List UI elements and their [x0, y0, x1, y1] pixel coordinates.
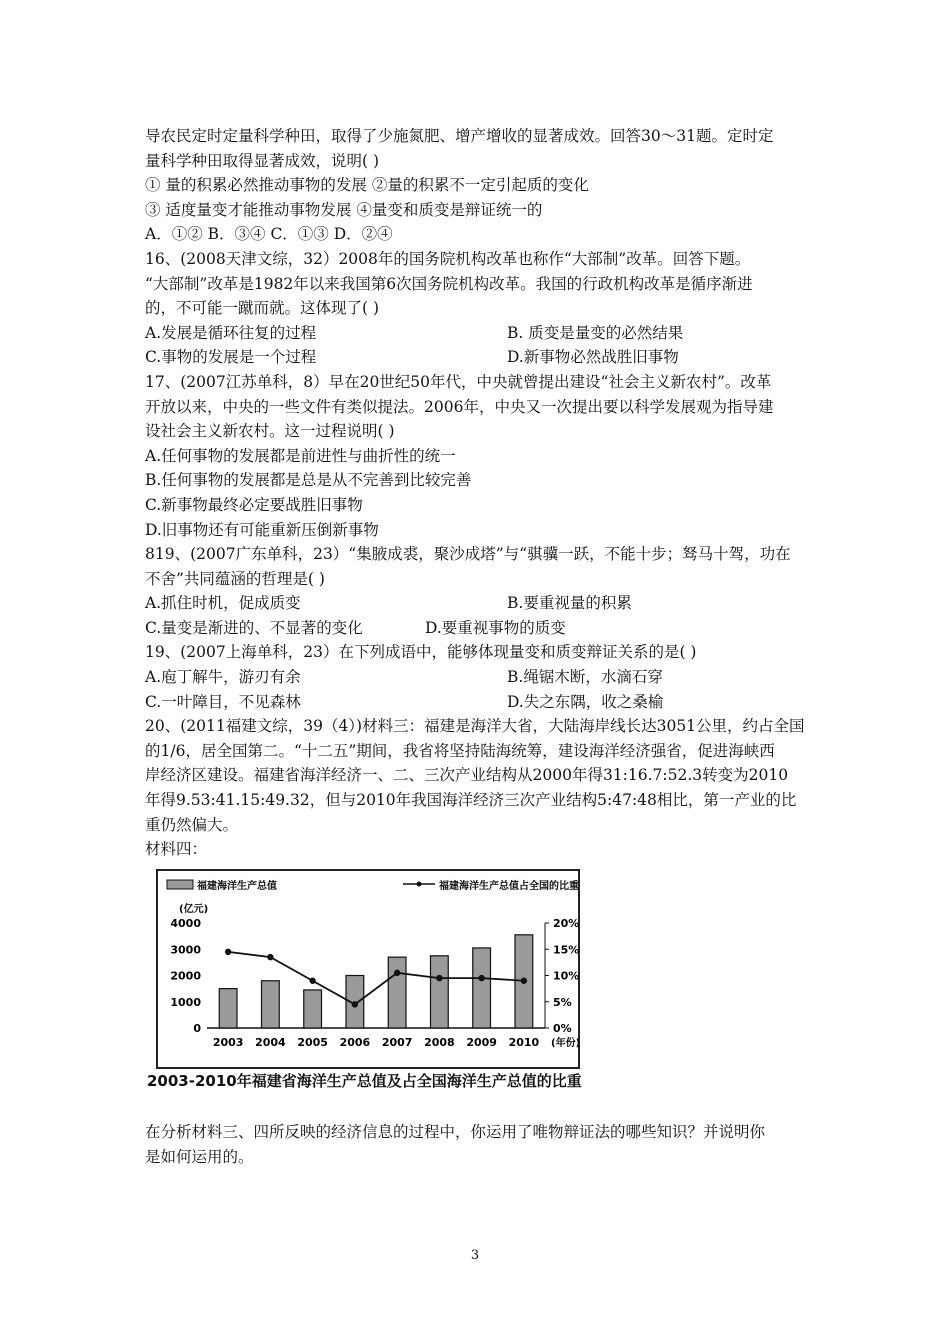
x-tick-label: 2006	[339, 1036, 371, 1049]
text-line: 不舍”共同蕴涵的哲理是( )	[145, 569, 325, 588]
bar	[262, 981, 280, 1028]
share-point	[478, 975, 484, 981]
y-tick-label: 0	[193, 1022, 201, 1035]
x-tick-label: 2005	[297, 1036, 328, 1049]
legend-line-marker	[417, 882, 422, 887]
option-row	[145, 345, 810, 370]
text-line: C.新事物最终必定要战胜旧事物	[145, 495, 363, 514]
y2-tick-label: 0%	[553, 1022, 572, 1035]
share-point	[225, 949, 231, 955]
text-line: 岸经济区建设。福建省海洋经济一、二、三次产业结构从2000年得31:16.7:52.3转变为2010	[145, 766, 789, 785]
text-line: 重仍然偏大。	[145, 815, 239, 834]
text-line: 819、(2007广东单科，23）“集腋成裘，聚沙成塔”与“骐骥一跃，不能十步；驽马十驾，功在	[145, 545, 791, 564]
text-line: 设社会主义新农村。这一过程说明( )	[145, 422, 395, 441]
text-line: ③ 适度量变才能推动事物发展 ④量变和质变是辩证统一的	[145, 200, 543, 219]
share-point	[352, 1001, 358, 1007]
question-text	[145, 124, 810, 862]
legend-bar-swatch	[167, 880, 193, 889]
legend-line-label: 福建海洋生产总值占全国的比重	[439, 881, 579, 892]
text-line: 开放以来，中央的一些文件有类似提法。2006年，中央又一次提出要以科学发展观为指导建	[145, 397, 774, 416]
x-tick-label: 2003	[212, 1036, 244, 1049]
y2-tick-label: 10%	[553, 969, 580, 983]
text-line: 量科学种田取得显著成效，说明( )	[145, 151, 380, 170]
bar	[304, 990, 322, 1028]
text-line: A．①② B．③④ C．①③ D．②④	[145, 225, 393, 244]
x-tick-label: 2004	[255, 1036, 286, 1049]
text-line: 的，不可能一蹴而就。这体现了( )	[145, 299, 380, 318]
y2-tick-label: 5%	[553, 995, 572, 1009]
text-line: B.任何事物的发展都是总是从不完善到比较完善	[145, 471, 472, 490]
text-line: 是如何运用的。	[145, 1147, 254, 1166]
share-point	[309, 978, 315, 984]
option-c: C.一叶障目，不见森林	[145, 692, 301, 711]
text-line: 20、(2011福建文综，39（4）)材料三：福建是海洋大省，大陆海岸线长达3051公里，约占全国	[145, 717, 805, 736]
bar-line-chart	[145, 868, 665, 1096]
x-tick-label: 2008	[424, 1036, 455, 1049]
y-tick-label: 2000	[170, 969, 201, 983]
text-line: 19、(2007上海单科，23）在下列成语中，能够体现量变和质变辩证关系的是( )	[145, 643, 697, 662]
text-line: ① 量的积累必然推动事物的发展 ②量的积累不一定引起质的变化	[145, 176, 589, 195]
text-line: D.旧事物还有可能重新压倒新事物	[145, 520, 379, 539]
chart-figure	[145, 868, 665, 1096]
share-point	[521, 978, 527, 984]
option-a: A.庖丁解牛，游刃有余	[145, 668, 301, 687]
y-tick-label: 1000	[170, 995, 201, 1009]
bar	[473, 948, 491, 1028]
x-tick-label: 2009	[466, 1036, 497, 1049]
share-point	[267, 954, 273, 960]
option-c: C.量变是渐进的、不显著的变化	[145, 618, 363, 637]
option-row	[145, 591, 810, 616]
option-d: D.失之东隅，收之桑榆	[507, 692, 664, 711]
text-line: 16、(2008天津文综，32）2008年的国务院机构改革也称作“大部制”改革。回答下题。	[145, 249, 751, 268]
option-b: B.要重视量的积累	[507, 594, 632, 613]
text-line: 年得9.53:41.15:49.32，但与2010年我国海洋经济三次产业结构5:47:48相比，第一产业的比	[145, 791, 797, 810]
option-a: A.发展是循环往复的过程	[145, 323, 317, 342]
option-row	[145, 690, 810, 715]
option-row	[145, 321, 810, 346]
text-line: A.任何事物的发展都是前进性与曲折性的统一	[145, 446, 456, 465]
option-row	[145, 616, 810, 641]
y-tick-label: 4000	[170, 917, 201, 930]
option-row	[145, 665, 810, 690]
bar	[219, 989, 237, 1028]
legend-bar-label: 福建海洋生产总值	[197, 881, 277, 892]
bar	[431, 956, 449, 1028]
text-line: 导农民定时定量科学种田，取得了少施氮肥、增产增收的显著成效。回答30～31题。定时定	[145, 127, 774, 145]
option-c: C.事物的发展是一个过程	[145, 348, 317, 367]
option-d: D.要重视事物的质变	[425, 618, 566, 637]
text-line: 的1/6，居全国第二。“十二五”期间，我省将坚持陆海统筹，建设海洋经济强省，促进海峡西	[145, 741, 775, 760]
text-line: 材料四：	[145, 840, 208, 859]
x-unit-label: (年份)	[551, 1038, 581, 1049]
share-point	[436, 975, 442, 981]
option-b: B. 质变是量变的必然结果	[507, 323, 684, 342]
y-unit-label: (亿元)	[179, 904, 209, 915]
text-line: “大部制”改革是1982年以来我国第6次国务院机构改革。我国的行政机构改革是循序渐进	[145, 274, 753, 293]
x-tick-label: 2007	[381, 1036, 413, 1049]
text-line: 17、(2007江苏单科，8）早在20世纪50年代，中央就曾提出建设“社会主义新农村”。改革	[145, 372, 772, 391]
bars	[219, 935, 532, 1028]
chart-title: 2003-2010年福建省海洋生产总值及占全国海洋生产总值的比重	[147, 1072, 582, 1090]
y2-tick-label: 15%	[553, 943, 580, 957]
x-tick-label: 2010	[508, 1036, 540, 1049]
legend	[167, 879, 579, 892]
y-tick-label: 3000	[170, 943, 201, 957]
final-question	[145, 1120, 810, 1169]
option-a: A.抓住时机，促成质变	[145, 594, 301, 613]
option-b: B.绳锯木断，水滴石穿	[507, 668, 663, 687]
y2-tick-label: 20%	[553, 917, 580, 930]
page-number: 3	[470, 1248, 480, 1263]
text-line: 在分析材料三、四所反映的经济信息的过程中，你运用了唯物辩证法的哪些知识？并说明你	[145, 1123, 766, 1141]
bar	[388, 957, 406, 1028]
option-d: D.新事物必然战胜旧事物	[507, 348, 679, 367]
share-point	[394, 970, 400, 976]
